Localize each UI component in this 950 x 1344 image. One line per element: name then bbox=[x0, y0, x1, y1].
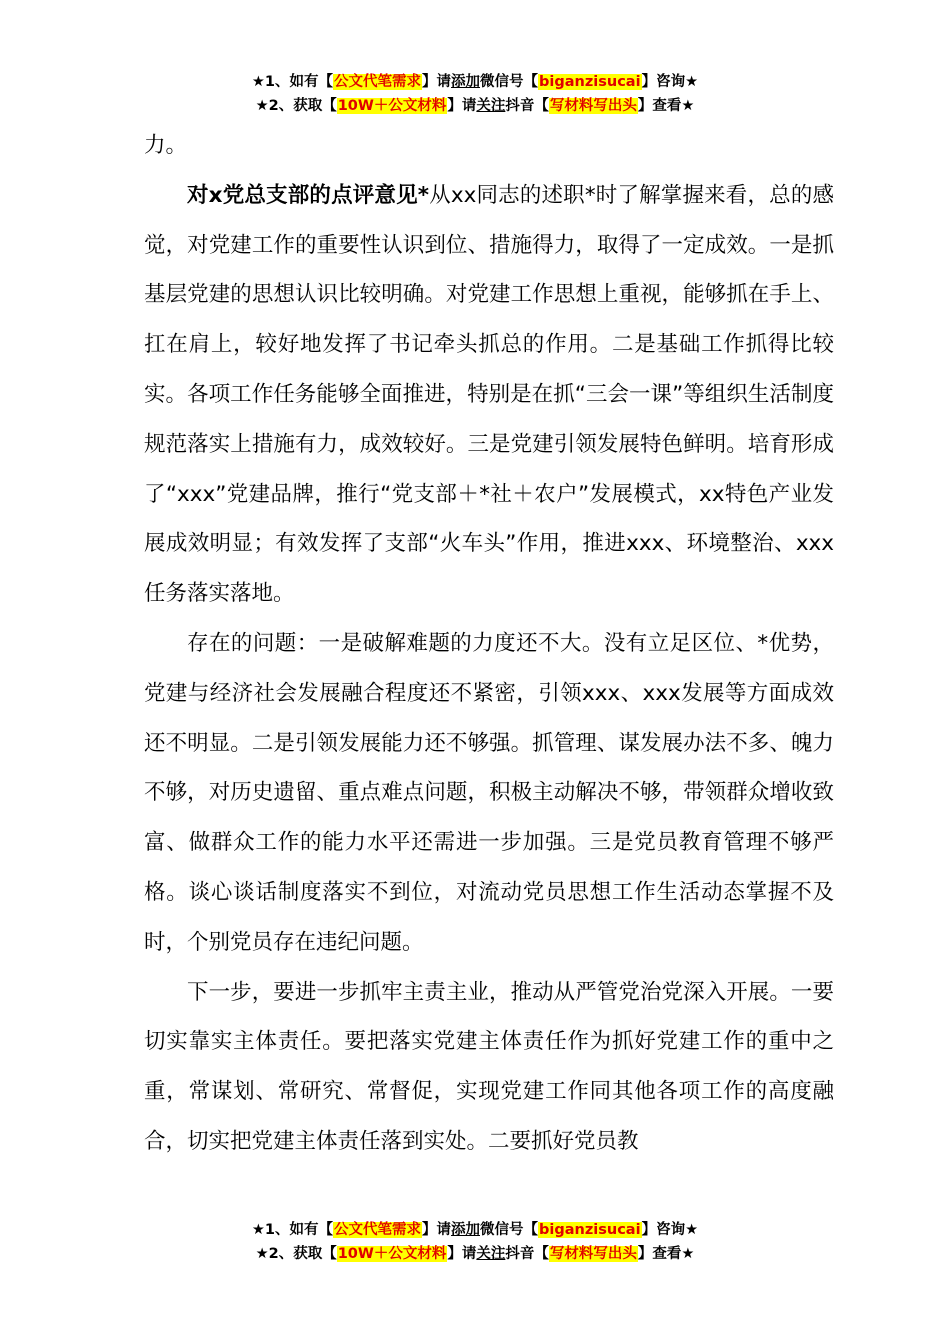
banner-line-1 bbox=[0, 70, 950, 94]
banner-text: 抖音【 bbox=[505, 1246, 549, 1262]
banner-text: 】查看★ bbox=[637, 98, 695, 114]
banner-text: 】查看★ bbox=[637, 1246, 695, 1262]
paragraph-review bbox=[144, 171, 834, 619]
paragraph-continuation: 力。 bbox=[144, 133, 188, 158]
banner-highlight: 写材料写出头 bbox=[549, 1246, 637, 1262]
banner-underlined: 关注 bbox=[476, 98, 506, 114]
banner-text: 微信号【 bbox=[480, 74, 539, 90]
banner-text: 】请 bbox=[422, 74, 452, 90]
banner-highlight: 写材料写出头 bbox=[549, 98, 637, 114]
banner-highlight: 公文代笔需求 bbox=[334, 1222, 422, 1238]
banner-text: 】请 bbox=[447, 98, 477, 114]
document-body bbox=[144, 121, 834, 1167]
banner-text: 】请 bbox=[447, 1246, 477, 1262]
banner-text: 】请 bbox=[422, 1222, 452, 1238]
banner-text: 】咨询★ bbox=[641, 74, 699, 90]
footer-banner bbox=[0, 1218, 950, 1266]
banner-text: ★1、如有【 bbox=[251, 74, 334, 90]
paragraph-problems: 存在的问题：一是破解难题的力度还不大。没有立足区位、*优势，党建与经济社会发展融合程度还不紧密，引领xxx、xxx发展等方面成效还不明显。二是引领发展能力还不够强。抓管理、谋发展办法不多、魄力不够，对历史遗留、重点难点问题，积极主动解决不够，带领群众增收致富、做群众工作的能力水平还需进一步加强。三是党员教育管理不够严格。谈心谈话制度落实不到位，对流动党员思想工作生活动态掌握不及时，个别党员存在违纪问题。 bbox=[144, 630, 834, 955]
banner-text: ★1、如有【 bbox=[251, 1222, 334, 1238]
banner-line-1 bbox=[0, 1218, 950, 1242]
review-heading: 对x党总支部的点评意见* bbox=[187, 182, 430, 208]
banner-underlined: 添加 bbox=[451, 74, 481, 90]
banner-underlined: 添加 bbox=[451, 1222, 481, 1238]
banner-text: 】咨询★ bbox=[641, 1222, 699, 1238]
banner-line-2 bbox=[0, 94, 950, 118]
banner-highlight: 10W＋公文材料 bbox=[337, 1246, 447, 1262]
header-banner bbox=[0, 70, 950, 118]
banner-text: 微信号【 bbox=[480, 1222, 539, 1238]
banner-highlight: biganzisucai bbox=[539, 74, 641, 90]
banner-text: 抖音【 bbox=[505, 98, 549, 114]
banner-highlight: biganzisucai bbox=[539, 1222, 641, 1238]
banner-underlined: 关注 bbox=[476, 1246, 506, 1262]
banner-line-2 bbox=[0, 1242, 950, 1266]
banner-highlight: 10W＋公文材料 bbox=[337, 98, 447, 114]
banner-highlight: 公文代笔需求 bbox=[334, 74, 422, 90]
banner-text: ★2、获取【 bbox=[255, 98, 337, 114]
review-body: 从xx同志的述职*时了解掌握来看，总的感觉，对党建工作的重要性认识到位、措施得力，取得了一定成效。一是抓基层党建的思想认识比较明确。对党建工作思想上重视，能够抓在手上、扛在肩上，较好地发挥了书记牵头抓总的作用。二是基础工作抓得比较实。各项工作任务能够全面推进，特别是在抓“三会一课”等组织生活制度规范落实上措施有力，成效较好。三是党建引领发展特色鲜明。培育形成了“xxx”党建品牌，推行“党支部＋*社＋农户”发展模式，xx特色产业发展成效明显；有效发挥了支部“火车头”作用，推进xxx、环境整治、xxx任务落实落地。 bbox=[144, 182, 834, 607]
paragraph-next-steps: 下一步，要进一步抓牢主责主业，推动从严管党治党深入开展。一要切实靠实主体责任。要把落实党建主体责任作为抓好党建工作的重中之重，常谋划、常研究、常督促，实现党建工作同其他各项工作的高度融合，切实把党建主体责任落到实处。二要抓好党员教 bbox=[144, 979, 834, 1154]
banner-text: ★2、获取【 bbox=[255, 1246, 337, 1262]
